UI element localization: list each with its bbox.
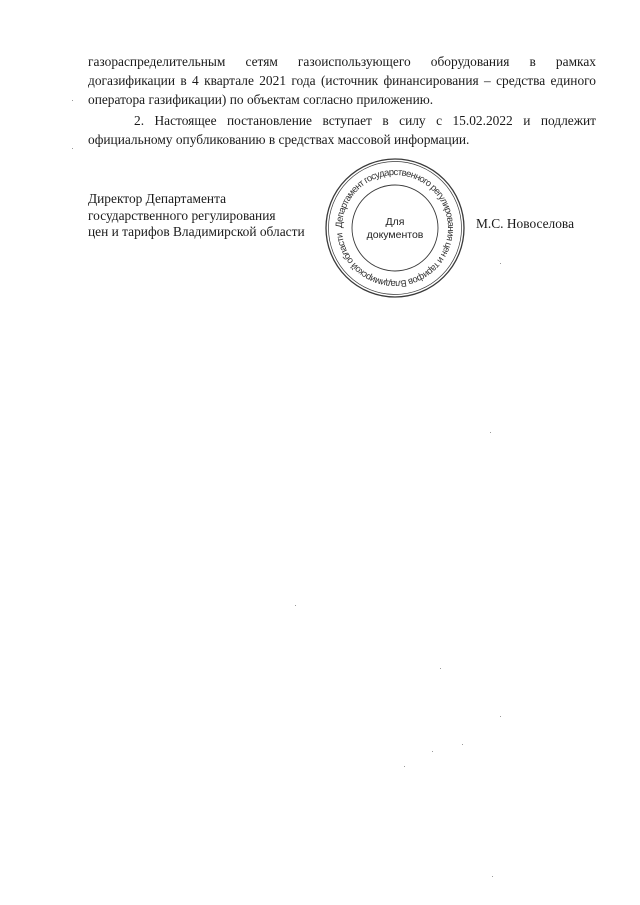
seal-graphic xyxy=(324,157,466,299)
scan-speck xyxy=(490,432,491,433)
official-seal xyxy=(324,157,466,299)
scan-speck xyxy=(492,876,493,877)
seal-inner-ring xyxy=(352,185,438,271)
seal-ring-text: Департамент государственного регулирования цен и тарифов Владимирской области xyxy=(332,165,458,291)
seal-center-line-2: документов xyxy=(366,229,424,241)
signer-position: Директор Департамента государственного регулирования цен и тарифов Владимирской области xyxy=(88,191,305,239)
signer-name: М.С. Новоселова xyxy=(476,216,575,231)
scan-speck xyxy=(500,716,501,717)
seal-outer-ring xyxy=(326,159,464,297)
scan-speck xyxy=(500,263,501,264)
scan-speck xyxy=(72,100,73,101)
paragraph-1: газораспределительным сетям газоиспользующего оборудования в рамках догазификации в 4 квартале 2021 года (источник финансирования – средства единого оператора газификации) по объектам согласно приложению. xyxy=(88,54,596,107)
scan-speck xyxy=(404,766,405,767)
scan-speck xyxy=(432,751,433,752)
seal-outer-ring-inner xyxy=(329,162,462,295)
scan-speck xyxy=(462,744,463,745)
paragraph-2: 2. Настоящее постановление вступает в силу с 15.02.2022 и подлежит официальному опубликованию в средствах массовой информации. xyxy=(88,113,596,147)
scan-speck xyxy=(72,148,73,149)
seal-center-line-1: Для xyxy=(385,216,405,228)
scan-speck xyxy=(295,605,296,606)
scan-speck xyxy=(440,668,441,669)
